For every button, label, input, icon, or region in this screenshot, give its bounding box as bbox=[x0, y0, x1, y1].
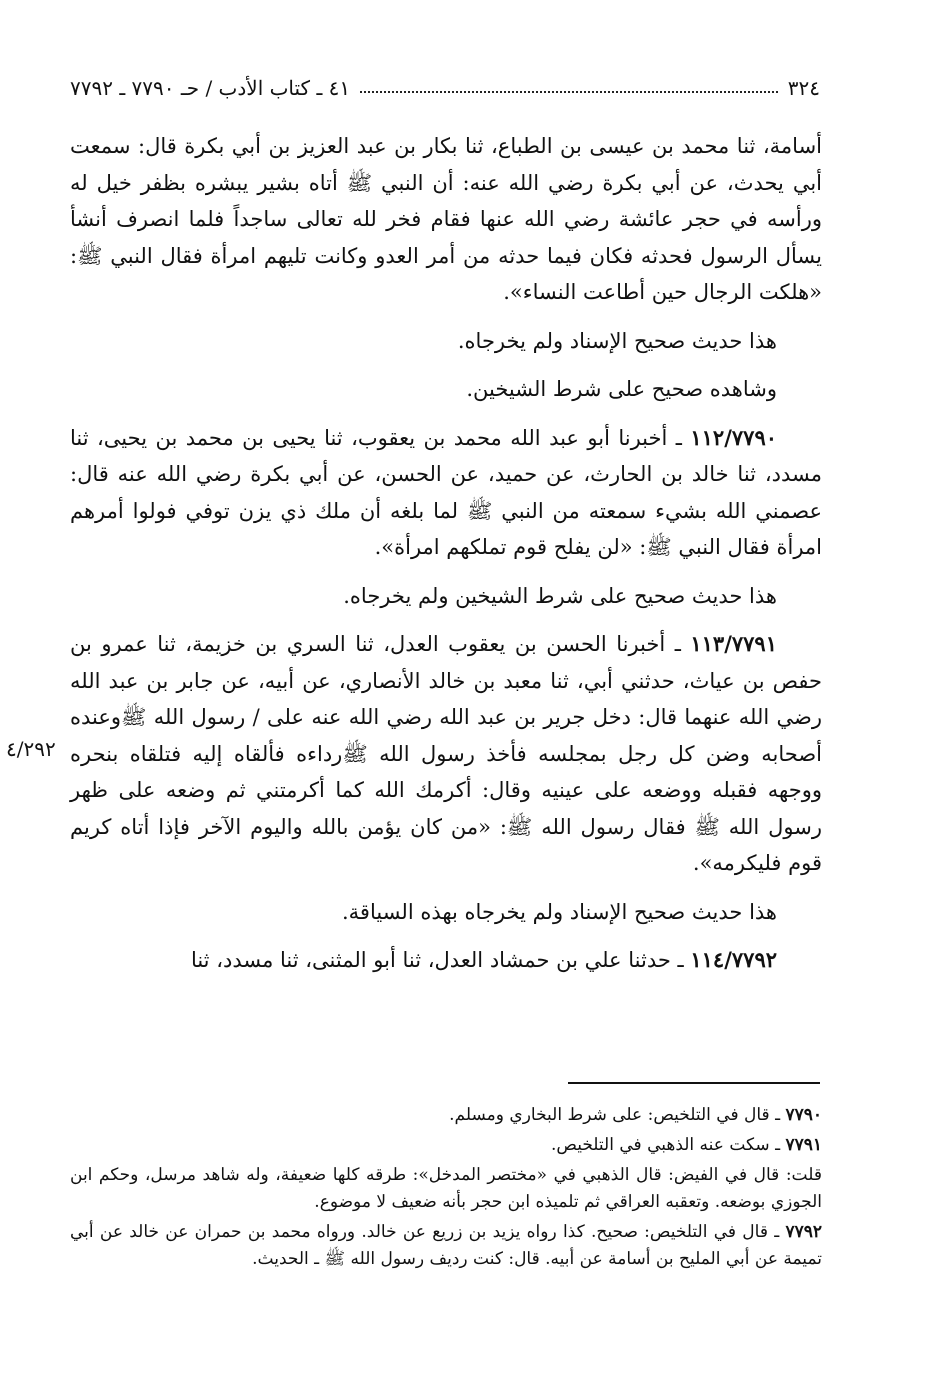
footnote: قلت: قال في الفيض: قال الذهبي في «مختصر المدخل»: طرقه كلها ضعيفة، وله شاهد مرسل، وحكم ابن الجوزي بوضعه. وتعقبه العراقي ثم تلميذه ابن حجر بأنه ضعيف لا موضوع. bbox=[70, 1165, 822, 1212]
hadith-paragraph: ١١٣/٧٧٩١ ـ أخبرنا الحسن بن يعقوب العدل، ثنا السري بن خزيمة، ثنا عمرو بن حفص بن عياث، حدثني أبي، ثنا معبد بن خالد الأنصاري، عن أبيه، عن جابر بن عبد الله رضي الله عنهما قال: دخل جرير بن عبد الله رضي الله عنه على / رسول الله ﷺوعنده أصحابه وضن كل رجل بمجلسه فأخذ رسول الله ﷺرداءه فألقاه إليه فتلقاه بنحره ووجهه فقبله ووضعه على عينيه وقال: أكرمك الله كما أكرمتني ثم وضعه على ظهر رسول الله ﷺ فقال رسول الله ﷺ: «من كان يؤمن بالله واليوم الآخر فإذا أتاه كريم قوم فليكرمه». bbox=[70, 631, 822, 875]
main-text bbox=[70, 128, 822, 991]
footnote-number: ٧٧٩٢ bbox=[785, 1222, 822, 1242]
header-dotted-leader bbox=[360, 91, 778, 93]
running-title: ٤١ ـ كتاب الأدب / حـ ٧٧٩٠ ـ ٧٧٩٢ bbox=[70, 76, 351, 100]
footnote-divider bbox=[568, 1082, 820, 1084]
hadith-paragraph: ١١٤/٧٧٩٢ ـ حدثنا علي بن حمشاد العدل، ثنا أبو المثنى، ثنا مسدد، ثنا bbox=[190, 947, 777, 972]
hadith-number: ١١٢/٧٧٩٠ bbox=[690, 424, 777, 450]
margin-reference: ٤/٢٩٢ bbox=[6, 737, 56, 761]
footnote: ٧٧٩٢ ـ قال في التلخيص: صحيح. كذا رواه يزيد بن زريع عن خالد. ورواه محمد بن حمران عن خالد عن أبي تميمة عن أبي المليح بن أسامة عن أبيه. قال: كنت رديف رسول الله ﷺ ـ الحديث. bbox=[70, 1222, 822, 1269]
footnote-number: ٧٧٩٠ bbox=[785, 1105, 822, 1125]
paragraph: هذا حديث صحيح الإسناد ولم يخرجاه. bbox=[457, 328, 777, 353]
hadith-number: ١١٤/٧٧٩٢ bbox=[690, 947, 777, 972]
footnote-number: ٧٧٩١ bbox=[785, 1135, 822, 1155]
page-number: ٣٢٤ bbox=[787, 76, 820, 100]
paragraph: هذا حديث صحيح الإسناد ولم يخرجاه بهذه السياقة. bbox=[341, 899, 777, 924]
paragraph: أسامة، ثنا محمد بن عيسى بن الطباع، ثنا بكار بن عبد العزيز بن أبي بكرة قال: سمعت أبي يحدث، عن أبي بكرة رضي الله عنه: أن النبي ﷺ أتاه بشير يبشره بظفر خيل له ورأسه في حجر عائشة رضي الله عنها فقام فخر لله تعالى ساجداً فلما انصرف أنشأ يسأل الرسول فحدثه فكان فيما حدثه من أمر العدو وكانت تليهم امرأة فقال النبي ﷺ: «هلكت الرجال حين أطاعت النساء». bbox=[70, 134, 823, 304]
paragraph: هذا حديث صحيح على شرط الشيخين ولم يخرجاه. bbox=[343, 583, 777, 608]
hadith-number: ١١٣/٧٧٩١ bbox=[690, 631, 777, 656]
footnote: ٧٧٩١ ـ سكت عنه الذهبي في التلخيص. bbox=[550, 1135, 822, 1155]
footnote: ٧٧٩٠ ـ قال في التلخيص: على شرط البخاري ومسلم. bbox=[449, 1105, 822, 1125]
hadith-paragraph: ١١٢/٧٧٩٠ ـ أخبرنا أبو عبد الله محمد بن يعقوب، ثنا يحيى بن محمد بن يحيى، ثنا مسدد، ثنا خالد بن الحارث، عن حميد، عن الحسن، عن أبي بكرة رضي الله عنه قال: عصمني الله بشيء سمعته من النبي ﷺ لما بلغه أن ملك ذي يزن توفي فولوا أمرهم امرأة فقال النبي ﷺ: «لن يفلح قوم تملكهم امرأة». bbox=[70, 424, 822, 559]
paragraph: وشاهده صحيح على شرط الشيخين. bbox=[466, 377, 777, 401]
footnotes bbox=[70, 1102, 822, 1276]
page-header bbox=[70, 70, 820, 106]
